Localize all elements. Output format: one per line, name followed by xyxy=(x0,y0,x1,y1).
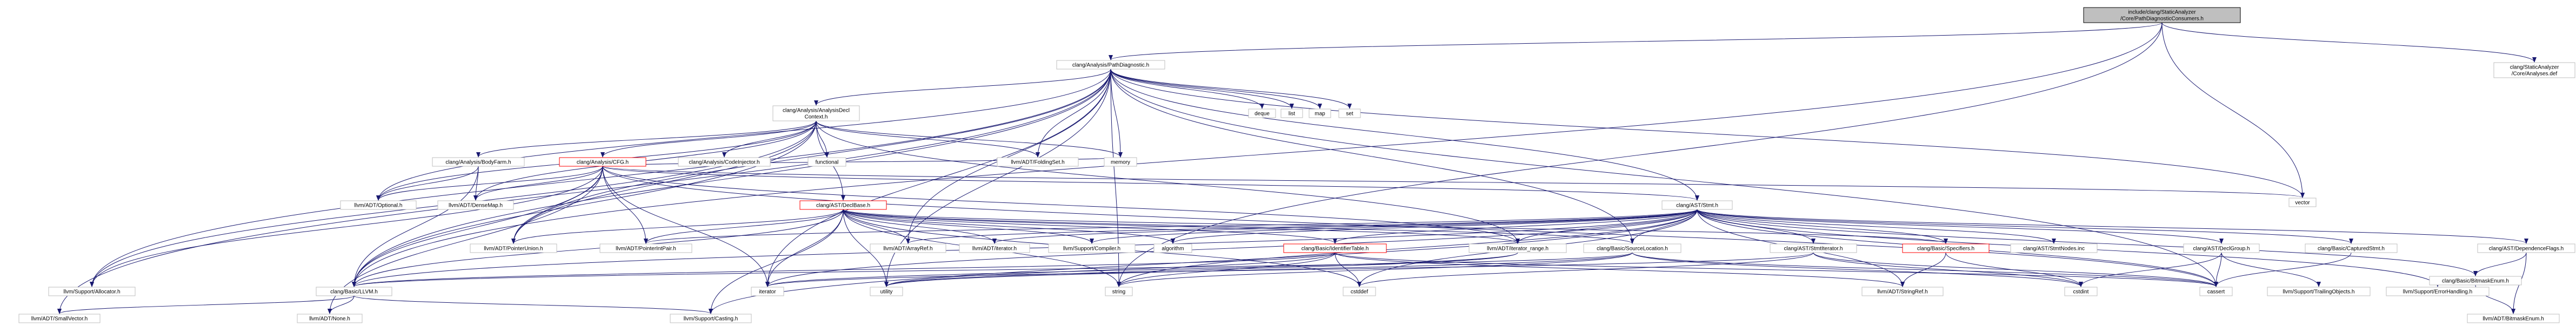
edge-pathdiag-to-deque xyxy=(1111,69,1262,108)
node-functional[interactable] xyxy=(808,158,846,166)
node-label: llvm/Support/Allocator.h xyxy=(63,289,121,295)
node-densemap[interactable] xyxy=(438,201,513,209)
node-analysisdecl[interactable] xyxy=(773,106,859,121)
node-string[interactable] xyxy=(1105,287,1132,296)
node-label: llvm/Support/Compiler.h xyxy=(1063,246,1121,252)
node-layer xyxy=(19,8,2575,323)
edge-root-to-pathdiag xyxy=(1111,23,2162,60)
node-label: iterator xyxy=(759,289,776,295)
node-errorhandling[interactable] xyxy=(2386,287,2489,296)
edge-stmt-to-declgroup xyxy=(1697,209,2221,243)
node-cassert[interactable] xyxy=(2200,287,2232,296)
node-root[interactable] xyxy=(2084,8,2240,23)
edge-llvmh-to-smallvector xyxy=(59,296,354,314)
edge-sourceloc-to-llvmh xyxy=(354,253,1632,287)
node-label: clang/AST/DeclBase.h xyxy=(816,202,871,209)
node-set[interactable] xyxy=(1339,109,1360,118)
node-llvmh[interactable] xyxy=(316,287,392,296)
node-label: clang/AST/DeclGroup.h xyxy=(2193,246,2250,252)
node-pointerintpair[interactable] xyxy=(600,244,692,253)
node-sourceloc[interactable] xyxy=(1584,244,1681,253)
edge-cfg-to-stmt xyxy=(603,166,1697,200)
edge-root-to-saanalyses xyxy=(2162,23,2534,62)
node-label: memory xyxy=(1110,159,1131,166)
node-foldingset[interactable] xyxy=(997,158,1078,166)
edge-layer xyxy=(59,23,2534,314)
node-label: llvm/ADT/BitmaskEnum.h xyxy=(2482,316,2544,322)
node-declgroup[interactable] xyxy=(2184,244,2259,253)
edge-stmt-to-algorithm xyxy=(1173,209,1697,243)
node-stmtnodes[interactable] xyxy=(2011,244,2097,253)
edge-identtable-to-stringref xyxy=(1335,253,1903,287)
node-label: map xyxy=(1314,111,1325,117)
node-algorithm[interactable] xyxy=(1154,244,1192,253)
node-label: clang/Basic/BitmaskEnum.h xyxy=(2442,278,2509,284)
node-specifiers[interactable] xyxy=(1903,244,1989,253)
node-label: clang/Basic/CapturedStmt.h xyxy=(2318,246,2385,252)
node-arrayref[interactable] xyxy=(870,244,946,253)
node-map[interactable] xyxy=(1309,109,1331,118)
edge-cfg-to-allocator xyxy=(92,166,603,287)
node-label: llvm/Support/Casting.h xyxy=(683,316,738,322)
node-iterrange[interactable] xyxy=(1469,244,1566,253)
node-label: clang/AST/Stmt.h xyxy=(1676,202,1718,209)
node-trailing[interactable] xyxy=(2267,287,2370,296)
node-bodyfarm[interactable] xyxy=(432,158,524,166)
edge-root-to-vector xyxy=(2162,23,2303,198)
node-identtable[interactable] xyxy=(1284,244,1386,253)
node-label: llvm/ADT/FoldingSet.h xyxy=(1011,159,1065,166)
node-optional[interactable] xyxy=(341,201,416,209)
node-label: /Core/PathDiagnosticConsumers.h xyxy=(2120,16,2204,22)
edge-stmt-to-sourceloc xyxy=(1632,209,1697,243)
edge-pathdiag-to-vector xyxy=(1111,69,2303,198)
edge-analysisdecl-to-codeinjector xyxy=(724,121,816,157)
edge-pathdiag-to-cassert xyxy=(1111,69,2216,287)
edge-pathdiag-to-llvmh xyxy=(354,69,1111,287)
node-label: llvm/Support/ErrorHandling.h xyxy=(2403,289,2473,295)
node-saanalyses[interactable] xyxy=(2494,63,2575,78)
node-label: clang/Analysis/CFG.h xyxy=(576,159,629,166)
edge-pathdiag-to-allocator xyxy=(92,69,1111,287)
node-label: llvm/ADT/Optional.h xyxy=(354,202,403,209)
node-declbase[interactable] xyxy=(800,201,886,209)
node-cstdint[interactable] xyxy=(2065,287,2097,296)
node-label: llvm/ADT/iterator_range.h xyxy=(1487,246,1549,252)
node-llvmbitmask[interactable] xyxy=(2467,314,2559,323)
node-utility[interactable] xyxy=(870,287,903,296)
edge-llvmh-to-casting xyxy=(354,296,711,314)
node-cfg[interactable] xyxy=(559,158,646,166)
node-capturedstmt[interactable] xyxy=(2305,244,2397,253)
node-label: clang/AST/StmtIterator.h xyxy=(1784,246,1843,252)
node-label: cstddef xyxy=(1350,289,1369,295)
edge-pathdiag-to-list xyxy=(1111,69,1292,108)
node-label: /Core/Analyses.def xyxy=(2511,71,2558,77)
edge-llvmh-to-none xyxy=(330,296,354,314)
edge-analysisdecl-to-foldingset xyxy=(816,121,1038,157)
node-label: clang/Basic/IdentifierTable.h xyxy=(1301,246,1369,252)
node-label: llvm/Support/TrailingObjects.h xyxy=(2283,289,2355,295)
node-cstddef[interactable] xyxy=(1343,287,1376,296)
node-label: clang/StaticAnalyzer xyxy=(2510,64,2559,71)
edge-cfg-to-iterrange xyxy=(603,166,1518,243)
edge-bodyfarm-to-llvmh xyxy=(354,166,478,287)
node-label: clang/Basic/Specifiers.h xyxy=(1917,246,1975,252)
edge-pathdiag-to-analysisdecl xyxy=(816,69,1111,105)
node-label: utility xyxy=(880,289,893,295)
node-label: llvm/ADT/PointerIntPair.h xyxy=(616,246,676,252)
node-memory[interactable] xyxy=(1104,158,1137,166)
node-label: llvm/ADT/SmallVector.h xyxy=(31,316,88,322)
node-depflags[interactable] xyxy=(2478,244,2575,253)
node-label: functional xyxy=(815,159,839,166)
node-label: llvm/ADT/iterator.h xyxy=(972,246,1017,252)
node-iteratorh[interactable] xyxy=(959,244,1030,253)
node-bitmaskenumh[interactable] xyxy=(2430,276,2521,285)
node-label: llvm/ADT/ArrayRef.h xyxy=(883,246,933,252)
edge-declbase-to-pointerunion xyxy=(513,209,843,243)
node-label: clang/Basic/LLVM.h xyxy=(330,289,378,295)
node-compiler[interactable] xyxy=(1049,244,1135,253)
edge-declbase-to-arrayref xyxy=(843,209,908,243)
node-vector[interactable] xyxy=(2289,198,2316,207)
node-label: algorithm xyxy=(1162,246,1184,252)
node-pointerunion[interactable] xyxy=(470,244,557,253)
edge-pathdiag-to-optional xyxy=(378,69,1111,200)
node-iterator[interactable] xyxy=(751,287,784,296)
edge-depflags-to-bitmaskenumh xyxy=(2475,253,2526,276)
edge-declbase-to-casting xyxy=(711,209,843,314)
node-label: clang/AST/DependenceFlags.h xyxy=(2488,246,2564,252)
node-stmtiterator[interactable] xyxy=(1770,244,1857,253)
node-stringref[interactable] xyxy=(1862,287,1943,296)
node-casting[interactable] xyxy=(670,314,751,323)
node-label: clang/Analysis/PathDiagnostic.h xyxy=(1072,62,1150,69)
edge-identtable-to-llvmh xyxy=(354,253,1335,287)
node-deque[interactable] xyxy=(1249,109,1276,118)
node-none[interactable] xyxy=(297,314,362,323)
edge-stmt-to-capturedstmt xyxy=(1697,209,2351,243)
edge-cfg-to-vector xyxy=(603,166,2303,198)
edge-declbase-to-algorithm xyxy=(843,209,1173,243)
edge-analysisdecl-to-bodyfarm xyxy=(478,121,816,157)
node-pathdiag[interactable] xyxy=(1057,60,1165,69)
edge-stmt-to-arrayref xyxy=(908,209,1697,243)
node-allocator[interactable] xyxy=(49,287,135,296)
node-codeinjector[interactable] xyxy=(678,158,770,166)
node-label: llvm/ADT/None.h xyxy=(309,316,350,322)
node-label: cassert xyxy=(2207,289,2225,295)
node-label: include/clang/StaticAnalyzer xyxy=(2128,9,2196,16)
node-stmt[interactable] xyxy=(1662,201,1732,209)
edge-pathdiag-to-map xyxy=(1111,69,1320,108)
node-label: llvm/ADT/PointerUnion.h xyxy=(484,246,543,252)
edge-iterrange-to-utility xyxy=(886,253,1518,287)
node-label: string xyxy=(1112,289,1126,295)
node-label: deque xyxy=(1254,111,1270,117)
node-label: clang/Basic/SourceLocation.h xyxy=(1597,246,1668,252)
node-label: Context.h xyxy=(804,114,828,120)
node-label: vector xyxy=(2295,200,2310,206)
node-label: clang/Analysis/BodyFarm.h xyxy=(445,159,511,166)
node-label: llvm/ADT/StringRef.h xyxy=(1877,289,1928,295)
node-label: clang/AST/StmtNodes.inc xyxy=(2023,246,2085,252)
node-label: set xyxy=(1346,111,1353,117)
node-label: list xyxy=(1288,111,1296,117)
edge-pathdiag-to-iterator xyxy=(768,69,1111,287)
node-list[interactable] xyxy=(1281,109,1303,118)
edge-stmtiterator-to-cassert xyxy=(1813,253,2216,287)
node-label: clang/Analysis/CodeInjector.h xyxy=(689,159,760,166)
edge-pathdiag-to-set xyxy=(1111,69,1350,108)
edge-analysisdecl-to-memory xyxy=(816,121,1120,157)
edge-declbase-to-iterator xyxy=(768,209,843,287)
edge-bodyfarm-to-optional xyxy=(378,166,478,200)
edge-stmtiterator-to-iterator xyxy=(768,253,1813,287)
node-label: cstdint xyxy=(2073,289,2089,295)
node-label: clang/Analysis/AnalysisDecl xyxy=(783,107,850,114)
node-smallvector[interactable] xyxy=(19,314,100,323)
edge-analysisdecl-to-llvmh xyxy=(354,121,816,287)
node-label: llvm/ADT/DenseMap.h xyxy=(448,202,503,209)
